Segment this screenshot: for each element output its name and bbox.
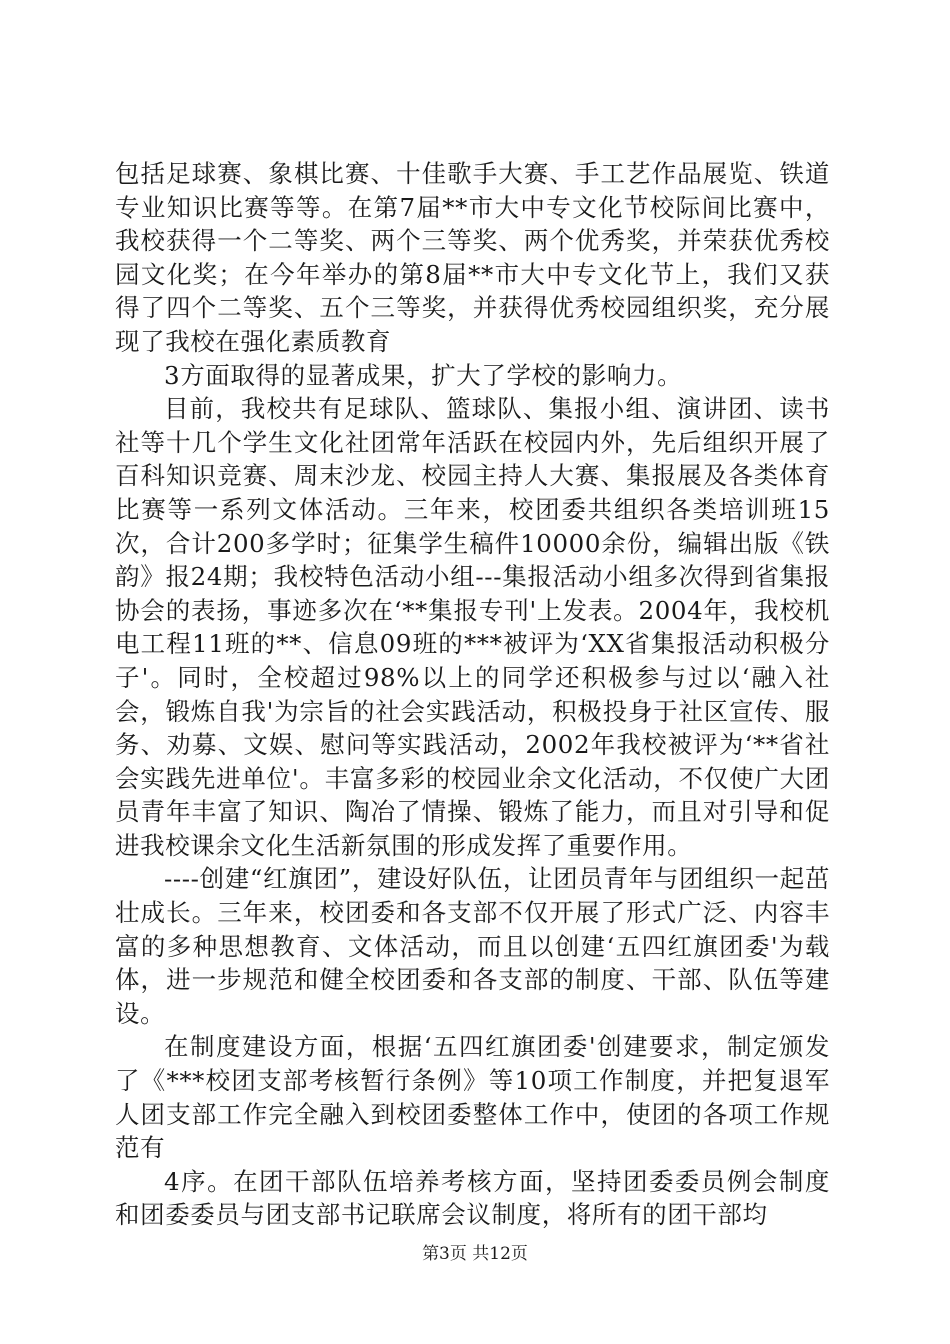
- paragraph-4: ----创建“红旗团”，建设好队伍，让团员青年与团组织一起茁壮成长。三年来，校团委和各支部不仅开展了形式广泛、内容丰富的多种思想教育、文体活动，而且以创建‘五四红旗团委'为载体，进一步规范和健全校团委和各支部的制度、干部、队伍等建设。: [115, 864, 830, 1028]
- paragraph-3: 目前，我校共有足球队、篮球队、集报小组、演讲团、读书社等十几个学生文化社团常年活跃在校园内外，先后组织开展了百科知识竞赛、周末沙龙、校园主持人大赛、集报展及各类体育比赛等一系列文体活动。三年来，校团委共组织各类培训班15次，合计200多学时；征集学生稿件10000余份，编辑出版《铁韵》报24期；我校特色活动小组---集报活动小组多次得到省集报协会的表扬，事迹多次在‘**集报专刊'上发表。2004年，我校机电工程11班的**、信息09班的***被评为‘XX省集报活动积极分子'。同时，全校超过98%以上的同学还积极参与过以‘融入社会，锻炼自我'为宗旨的社会实践活动，积极投身于社区宣传、服务、劝募、文娱、慰问等实践活动，2002年我校被评为‘**省社会实践先进单位'。丰富多彩的校园业余文化活动，不仅使广大团员青年丰富了知识、陶冶了情操、锻炼了能力，而且对引导和促进我校课余文化生活新氛围的形成发挥了重要作用。: [115, 394, 830, 860]
- paragraph-5: 在制度建设方面，根据‘五四红旗团委'创建要求，制定颁发了《***校团支部考核暂行条例》等10项工作制度，并把复退军人团支部工作完全融入到校团委整体工作中，使团的各项工作规范有: [115, 1032, 830, 1163]
- body-text: [115, 157, 830, 1232]
- paragraph-1: 包括足球赛、象棋比赛、十佳歌手大赛、手工艺作品展览、铁道专业知识比赛等等。在第7届**市大中专文化节校际间比赛中，我校获得一个二等奖、两个三等奖、两个优秀奖，并荣获优秀校园文化奖；在今年举办的第8届**市大中专文化节上，我们又获得了四个二等奖、五个三等奖，并获得优秀校园组织奖，充分展现了我校在强化素质教育: [115, 159, 830, 356]
- paragraph-6: 4序。在团干部队伍培养考核方面，坚持团委委员例会制度和团委委员与团支部书记联席会议制度，将所有的团干部均: [115, 1166, 830, 1230]
- page-number-footer: 第3页 共12页: [422, 1244, 528, 1264]
- paragraph-2: 3方面取得的显著成果，扩大了学校的影响力。: [164, 360, 683, 390]
